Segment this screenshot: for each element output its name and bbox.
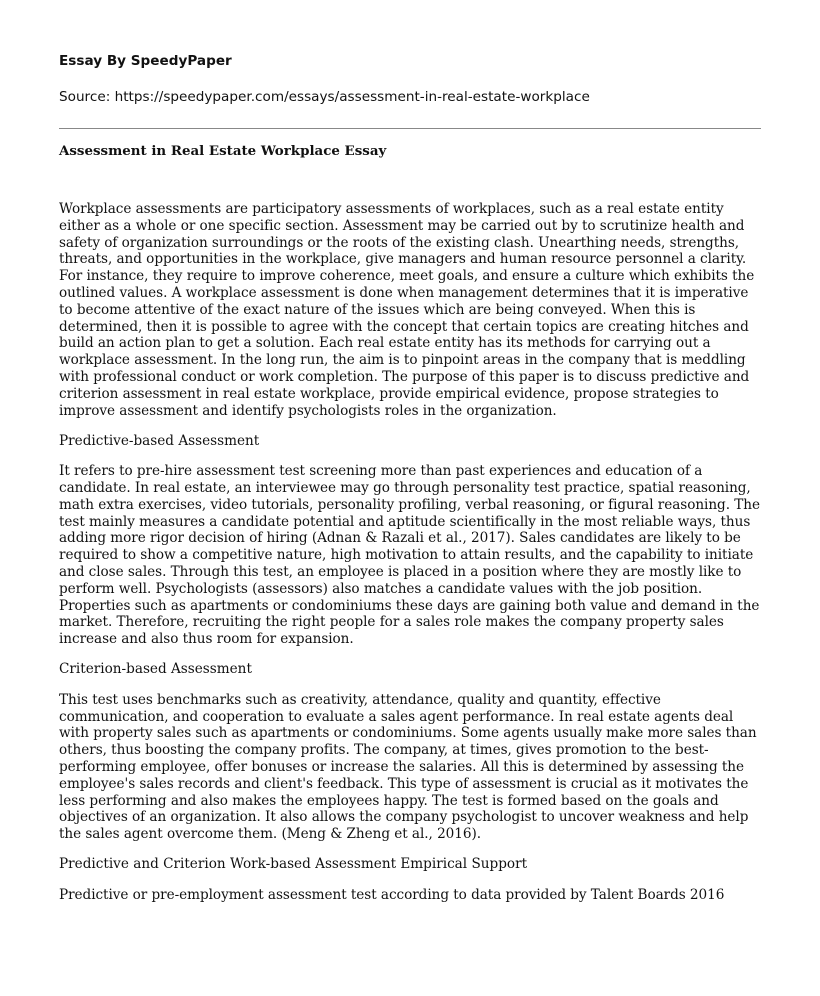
section-heading-predictive: Predictive-based Assessment [59,432,260,449]
section-paragraph-criterion: This test uses benchmarks such as creativity, attendance, quality and quantity, effective communication, and cooperation to evaluate a sales agent performance. In real estate agents deal with property sales such as apartments or condominiums. Some agents usually make more sales than others, thus boosting the company profits. The company, at times, gives promotion to the best-performing employee, offer bonuses or increase the salaries. All this is determined by assessing the employee's sales records and client's feedback. This type of assessment is crucial as it motivates the less performing and also makes the employees happy. The test is formed based on the goals and objectives of an organization. It also allows the company psychologist to uncover weakness and help the sales agent overcome them. (Meng & Zheng et al., 2016). [59,691,757,843]
section-heading-criterion: Criterion-based Assessment [59,661,252,678]
source-line: Source: https://speedypaper.com/essays/assessment-in-real-estate-workplace [59,89,590,105]
brand-label: Essay By SpeedyPaper [59,53,232,69]
section-heading-empirical: Predictive and Criterion Work-based Assessment Empirical Support [59,856,528,873]
section-paragraph-empirical: Predictive or pre-employment assessment test according to data provided by Talent Boards 2016 [59,886,725,903]
essay-title: Assessment in Real Estate Workplace Essay [59,143,387,159]
section-paragraph-predictive: It refers to pre-hire assessment test screening more than past experiences and education of a candidate. In real estate, an interviewee may go through personality test practice, spatial reasoning, math extra exercises, video tutorials, personality profiling, verbal reasoning, or figural reasoning. The test mainly measures a candidate potential and aptitude scientifically in the most reliable ways, thus adding more rigor decision of hiring (Adnan & Razali et al., 2017). Sales candidates are likely to be required to show a competitive nature, high motivation to attain results, and the capability to initiate and close sales. Through this test, an employee is placed in a position where they are mostly like to perform well. Psychologists (assessors) also matches a candidate values with the job position. Properties such as apartments or condominiums these days are gaining both value and demand in the market. Therefore, recruiting the right people for a sales role makes the company property sales increase and also thus room for expansion. [59,463,760,648]
essay-body [59,201,761,903]
divider [59,128,761,129]
intro-paragraph: Workplace assessments are participatory assessments of workplaces, such as a real estate entity either as a whole or one specific section. Assessment may be carried out by to scrutinize health and safety of organization surroundings or the roots of the existing clash. Unearthing needs, strengths, threats, and opportunities in the workplace, give managers and human resource personnel a clarity. For instance, they require to improve coherence, meet goals, and ensure a culture which exhibits the outlined values. A workplace assessment is done when management determines that it is imperative to become attentive of the exact nature of the issues which are being conveyed. When this is determined, then it is possible to agree with the concept that certain topics are creating hitches and build an action plan to get a solution. Each real estate entity has its methods for carrying out a workplace assessment. In the long run, the aim is to pinpoint areas in the company that is meddling with professional conduct or work completion. The purpose of this paper is to discuss predictive and criterion assessment in real estate workplace, provide empirical evidence, propose strategies to improve assessment and identify psychologists roles in the organization. [59,201,755,419]
